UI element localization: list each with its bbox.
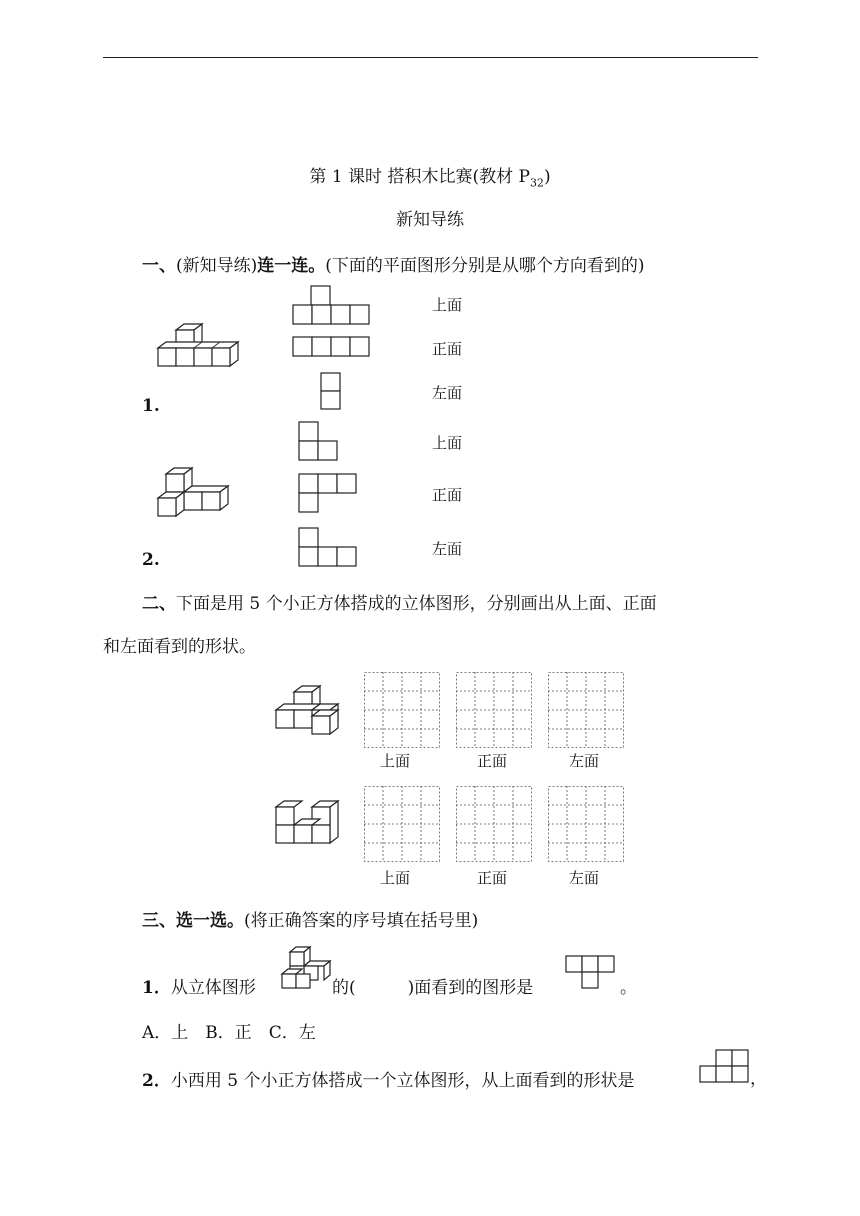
section2-text-line2: 和左面看到的形状。 xyxy=(103,637,256,657)
grid-front-row1[interactable] xyxy=(456,672,532,748)
section-subtitle: 新知导练 xyxy=(396,210,464,230)
grid-left-row2[interactable] xyxy=(548,786,624,862)
item1-label-left: 左面 xyxy=(432,384,463,402)
q2-top-view-shape xyxy=(698,1049,752,1085)
section2-figure-a xyxy=(272,680,347,740)
item1-view-a xyxy=(292,285,372,327)
item2-cube-figure xyxy=(152,462,237,527)
q1-cube-figure xyxy=(272,942,334,992)
q1-prefix: 1．从立体图形 xyxy=(142,978,256,998)
section3-heading: 三、选一选。(将正确答案的序号填在括号里) xyxy=(142,911,479,931)
item2-label-top: 上面 xyxy=(432,434,463,452)
item1-label-top: 上面 xyxy=(432,296,463,314)
section2-text-line1: 二、下面是用 5 个小正方体搭成的立体图形，分别画出从上面、正面 xyxy=(142,594,657,614)
item1-view-b xyxy=(292,336,372,358)
item1-view-c xyxy=(320,372,342,412)
lesson-title: 第 1 课时 搭积木比赛(教材 $P_{32}$) xyxy=(309,167,551,190)
grid-top-row1[interactable] xyxy=(364,672,440,748)
item1-number: 1. xyxy=(142,396,160,416)
item1-label-front: 正面 xyxy=(432,340,463,358)
grid-label-top-row1: 上面 xyxy=(380,752,411,770)
grid-front-row2[interactable] xyxy=(456,786,532,862)
grid-label-front-row1: 正面 xyxy=(477,752,508,770)
grid-top-row2[interactable] xyxy=(364,786,440,862)
item2-view-c xyxy=(298,527,358,569)
grid-label-front-row2: 正面 xyxy=(477,869,508,887)
item2-view-b xyxy=(298,473,358,515)
item2-label-front: 正面 xyxy=(432,486,463,504)
item2-label-left: 左面 xyxy=(432,540,463,558)
section2-figure-b xyxy=(272,795,347,855)
grid-label-left-row2: 左面 xyxy=(569,869,600,887)
grid-left-row1[interactable] xyxy=(548,672,624,748)
q2-question-text: 2．小西用 5 个小正方体搭成一个立体图形，从上面看到的形状是 xyxy=(142,1071,635,1091)
grid-label-top-row2: 上面 xyxy=(380,869,411,887)
q1-answer-shape xyxy=(565,955,617,991)
top-rule xyxy=(103,57,758,58)
item2-view-a xyxy=(298,421,340,463)
q2-end-punct: ， xyxy=(750,1069,767,1089)
q1-question-text: 的( )面看到的图形是 xyxy=(332,978,534,998)
section1-heading: 一、(新知导练)连一连。(下面的平面图形分别是从哪个方向看到的) xyxy=(142,256,645,276)
q1-options: A．上 B．正 C．左 xyxy=(142,1023,316,1043)
item1-cube-figure xyxy=(150,320,250,375)
q1-end-punct: 。 xyxy=(620,978,637,998)
item2-number: 2. xyxy=(142,550,160,570)
grid-label-left-row1: 左面 xyxy=(569,752,600,770)
